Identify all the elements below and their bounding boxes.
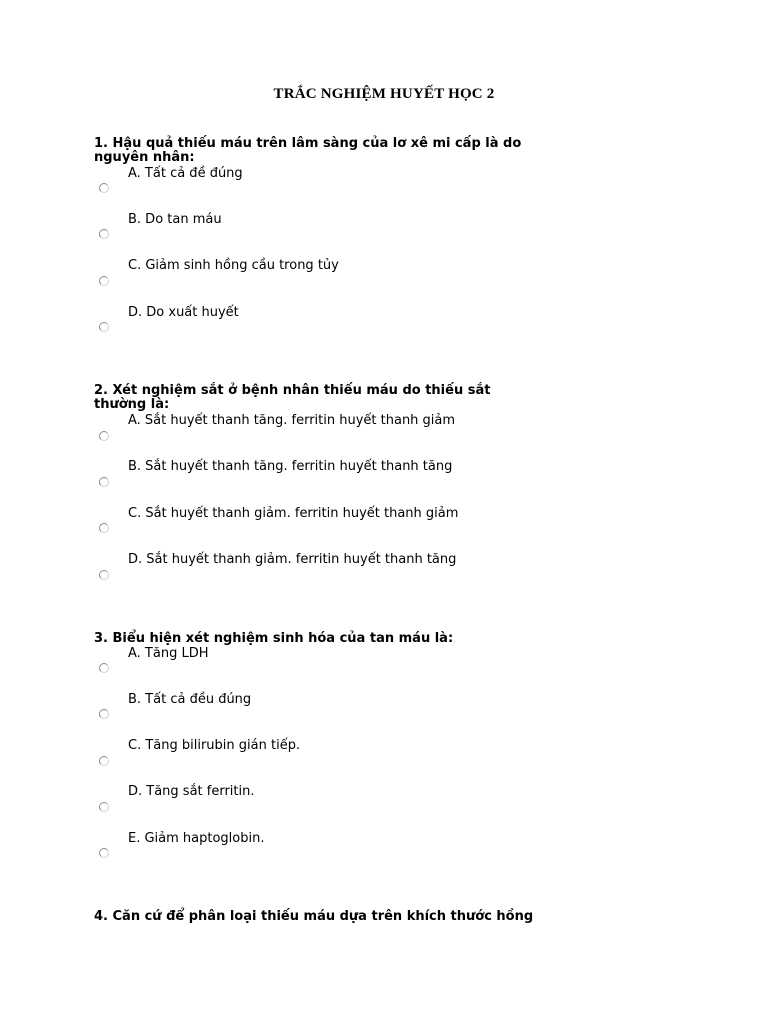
question-3-text: 3. Biểu hiện xét nghiệm sinh hóa của tan máu là: — [94, 631, 454, 646]
question-3-option-a-label: A. Tăng LDH — [128, 646, 209, 661]
question-1-option-b-radio[interactable] — [99, 229, 109, 239]
question-3-option-e-label: E. Giảm haptoglobin. — [128, 831, 265, 846]
question-3-option-a-radio[interactable] — [99, 663, 109, 673]
question-2-option-a-radio[interactable] — [99, 431, 109, 441]
question-3-option-d-label: D. Tăng sắt ferritin. — [128, 784, 255, 799]
question-2-option-c-label: C. Sắt huyết thanh giảm. ferritin huyết thanh giảm — [128, 506, 459, 521]
question-2-option-c-radio[interactable] — [99, 523, 109, 533]
page-title: TRẮC NGHIỆM HUYẾT HỌC 2 — [273, 86, 495, 102]
question-1-option-b-label: B. Do tan máu — [128, 212, 222, 227]
question-4-text: 4. Căn cứ để phân loại thiếu máu dựa trên khích thước hồng — [94, 909, 534, 924]
question-3-option-d-radio[interactable] — [99, 802, 109, 812]
question-3-option-c-radio[interactable] — [99, 756, 109, 766]
question-2-text: 2. Xét nghiệm sắt ở bệnh nhân thiếu máu do thiếu sắt thường là: — [94, 383, 491, 412]
question-3-option-c-label: C. Tăng bilirubin gián tiếp. — [128, 738, 301, 753]
question-1-option-a-label: A. Tất cả đề đúng — [128, 166, 243, 181]
question-1-option-a-radio[interactable] — [99, 183, 109, 193]
question-3-option-b-radio[interactable] — [99, 709, 109, 719]
question-1-option-c-label: C. Giảm sinh hồng cầu trong tủy — [128, 258, 339, 273]
question-2-option-d-label: D. Sắt huyết thanh giảm. ferritin huyết thanh tăng — [128, 552, 457, 567]
question-1-option-c-radio[interactable] — [99, 276, 109, 286]
question-1-text: 1. Hậu quả thiếu máu trên lâm sàng của lơ xê mi cấp là do nguyên nhân: — [94, 136, 522, 165]
question-1-option-d-label: D. Do xuất huyết — [128, 305, 239, 320]
question-2-option-b-radio[interactable] — [99, 477, 109, 487]
question-1-option-d-radio[interactable] — [99, 322, 109, 332]
question-2-option-b-label: B. Sắt huyết thanh tăng. ferritin huyết thanh tăng — [128, 459, 453, 474]
question-2-option-a-label: A. Sắt huyết thanh tăng. ferritin huyết thanh giảm — [128, 413, 456, 428]
question-3-option-b-label: B. Tất cả đều đúng — [128, 692, 252, 707]
question-2-option-d-radio[interactable] — [99, 570, 109, 580]
question-3-option-e-radio[interactable] — [99, 848, 109, 858]
